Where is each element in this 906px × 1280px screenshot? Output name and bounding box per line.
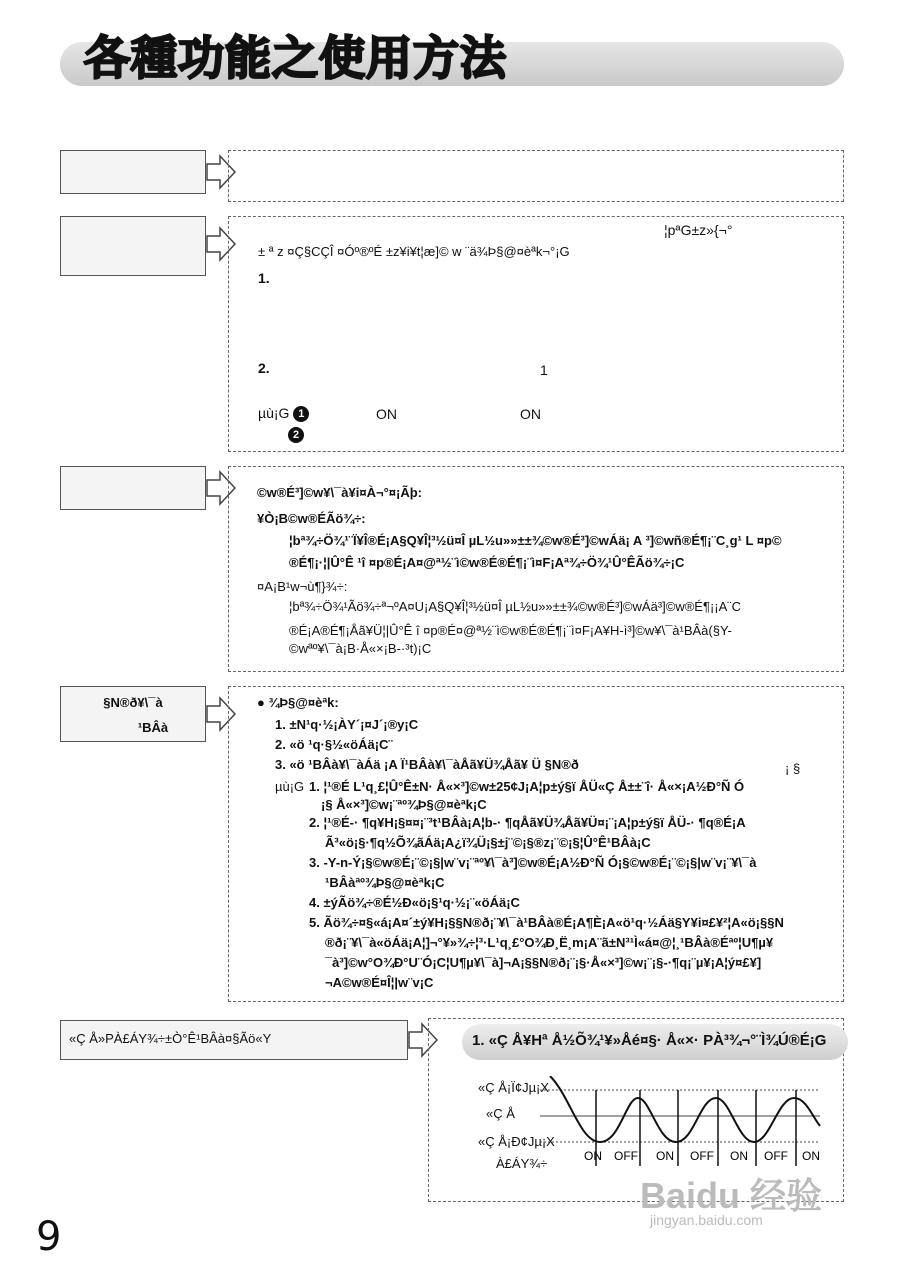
section3-line1: ©w®É³]©w¥\¯à¥i¤À¬°¤¡Ãþ: [257,485,423,500]
section2-circle2 [288,426,304,443]
circle-number-1-icon: 1 [293,406,309,422]
section4-note1: 1. ¦¹®É L¹q¸£¦Û°Ê±N· Å«×³]©w±25¢J¡A¦p±ý§ï ÅÜ«Ç Å±±¨î· Å«×¡A½Ð°Ñ Ó [309,779,745,794]
bullet-icon: ● [257,695,265,710]
section2-label [60,216,206,276]
x-label: ON [730,1149,748,1163]
section4-heading: ● ¾Þ§@¤èªk: [257,695,339,710]
chart-label-room: «Ç Å [486,1106,515,1121]
note-prefix: µù¡G [258,405,290,421]
section4-note5d: ¬A©w®É¤Î¦|w¨v¡C [325,975,434,990]
section2-line-top: ¦pªG±z»{¬° [664,222,733,238]
section4-note2b: Ã³«ö¡§·¶q½Õ¾ãÁä¡A¿ï¾Ü¡§±j¨©¡§®z¡¨©¡§¦Û°Ê¹BÂà¡C [325,835,651,850]
watermark-logo: Baidu 经验 [640,1175,823,1216]
section3-line2: ¥Ò¡B©w®ÉÃö¾÷: [257,511,366,526]
section4-note5c: ¯à³]©w°O¾Ð°U¨Ó¡C¦U¶µ¥\¯à]¬A¡§§N®ð¡¨¡§·Å«×³]©w¡¨¡§-·¶q¡¨µ¥¡A¦ý¤£¥] [325,955,762,970]
section3-panel [228,466,844,672]
section2-note [258,405,309,422]
x-label: OFF [764,1149,788,1163]
x-label: OFF [614,1149,638,1163]
x-label: ON [802,1149,820,1163]
section4-note1b: ¡§ Å«×³]©w¡¨ªº¾Þ§@¤èªk¡C [321,797,487,812]
section4-note3b: ¹BÂàªº¾Þ§@¤èªk¡C [325,875,445,890]
section2-item2: 2. [258,360,270,376]
section1-label [60,150,206,194]
x-label: ON [656,1149,674,1163]
chart-label-compressor: À£ÁY¾÷ [496,1156,548,1171]
section3-line6: ¦bª¾÷Ö¾¹Ãö¾÷ª¬ºA¤U¡A§Q¥Î¦³½ü¤Î µL½u»»±±¾©w®É³]©wÁä³]©w®É¶¡¡A¨C [289,599,741,614]
section4-panel [228,686,844,1002]
section4-label-line1: §N®ð¥\¯à [103,695,163,710]
section2-on1: ON [376,406,397,422]
section2-item1: 1. [258,270,270,286]
temperature-wave [550,1076,820,1142]
section2-item2-value: 1 [540,362,548,378]
section4-step3-tail: ¡ § [785,761,801,776]
section5-heading: 1. «Ç Å¥Hª Å½Õ¾¹¥»Åé¤§· Å«×· PÀ³¾¬°¨Ì¾Ú®É¡G [472,1032,827,1049]
x-label: ON [584,1149,602,1163]
page-title: 各種功能之使用方法 [84,31,507,85]
section4-label-line2: ¹BÂà [137,720,169,735]
x-label: OFF [690,1149,714,1163]
section4-note5b: ®ð¡¨¥\¯à«öÁä¡A¦]¬°¥»¾÷¦³·L¹q¸£°O¾Ð¸Ë¸m¡A¨ã±N³¹Ì«á¤@¦¸¹BÂà®Éªº¦U¶µ¥ [325,935,774,950]
section3-line7: ®É¡A®É¶¡Åã¥Ü¦|Û°Ê î ¤p®É¤@ª½¨ì©w®É®É¶¡¨ì¤F¡A¥H-ì³]©w¥\¯à¹BÂà(§Y- [289,623,732,638]
circle-number-2-icon: 2 [288,427,304,443]
section4-step3: 3. «ö ¹BÂà¥\¯àÁä ¡A Ï¹BÂà¥\¯àÅã¥Ü¾Åã¥ Ü §N®ð [275,757,579,772]
section1-panel [228,150,844,202]
section4-label [60,686,206,742]
section4-note-prefix: µù¡G [275,779,305,794]
section4-note4: 4. ±ýÃö¾÷®É½Ð«ö¡§¹q·½¡¨«öÁä¡C [309,895,520,910]
section4-note5: 5. Ãö¾÷¤§«á¡A¤´±ý¥H¡§§N®ð¡¨¥\¯à¹BÂà®É¡A¶È¡A«ö¹q·½Áä§Y¥i¤£¥²¦A«ö¡§§N [309,915,784,930]
section4-step2: 2. «ö ¹q·§½«öÁä¡C¨ [275,737,393,752]
watermark-url: jingyan.baidu.com [650,1212,763,1228]
section4-note3: 3. -Y-n-Ý¡§©w®É¡¨©¡§|w¨v¡¨ªº¥\¯à³]©w®É¡A½Ð°Ñ Ó¡§©w®É¡¨©¡§|w¨v¡¨¥\¯à [309,855,757,870]
section2-line-a: ± ª z ¤Ç§CÇÎ ¤Óº®ºÉ ±z¥i¥t¦æ]© w ¨ä¾Þ§@¤èªk¬°¡G [258,244,570,259]
page-number: 9 [36,1214,62,1260]
section3-line3: ¦bª¾÷Ö¾¹¨Ï¥Î®É¡A§Q¥Î¦³½ü¤Î µL½u»»±±¾©w®É³]©wÁä¡ A ³]©wñ®É¶¡¨C¸g¹ L ¤p© [289,533,782,548]
section4-step1: 1. ±N¹q·½¡ÀY´¡¤J´¡®y¡C [275,717,419,732]
section4-note2: 2. ¦¹®É-· ¶q¥H¡§¤¤¡¨³t¹BÂà¡A¦b-· ¶qÅã¥Ü¾Åã¥Ü¤¡¨¡A¦p±ý§ï ÅÜ-· ¶q®É¡A [309,815,746,830]
section3-line4: ®É¶¡·¦|Û°Ê ¹î ¤p®É¡A¤@ª½¨ì©w®É®É¶¡¨ì¤F¡Aª¾÷Ö¾¹Û°ÊÃö¾÷¡C [289,555,685,570]
section3-line5: ¤A¡B¹w¬ù¶}¾÷: [257,579,348,594]
chart-label-room-plus: «Ç Å¡Ï¢Jµ¡X [478,1080,550,1095]
section5-label: «Ç Å»PÀ£ÁY¾÷±Ò°Ê¹BÂà¤§Ãö«Y [60,1020,408,1060]
chart-label-room-minus: «Ç Å¡Ð¢Jµ¡X [478,1134,555,1149]
section3-label [60,466,206,510]
section2-on2: ON [520,406,541,422]
section3-line8: ©wªº¥\¯à¡B·Å«×¡B-·³t)¡C [289,641,432,656]
